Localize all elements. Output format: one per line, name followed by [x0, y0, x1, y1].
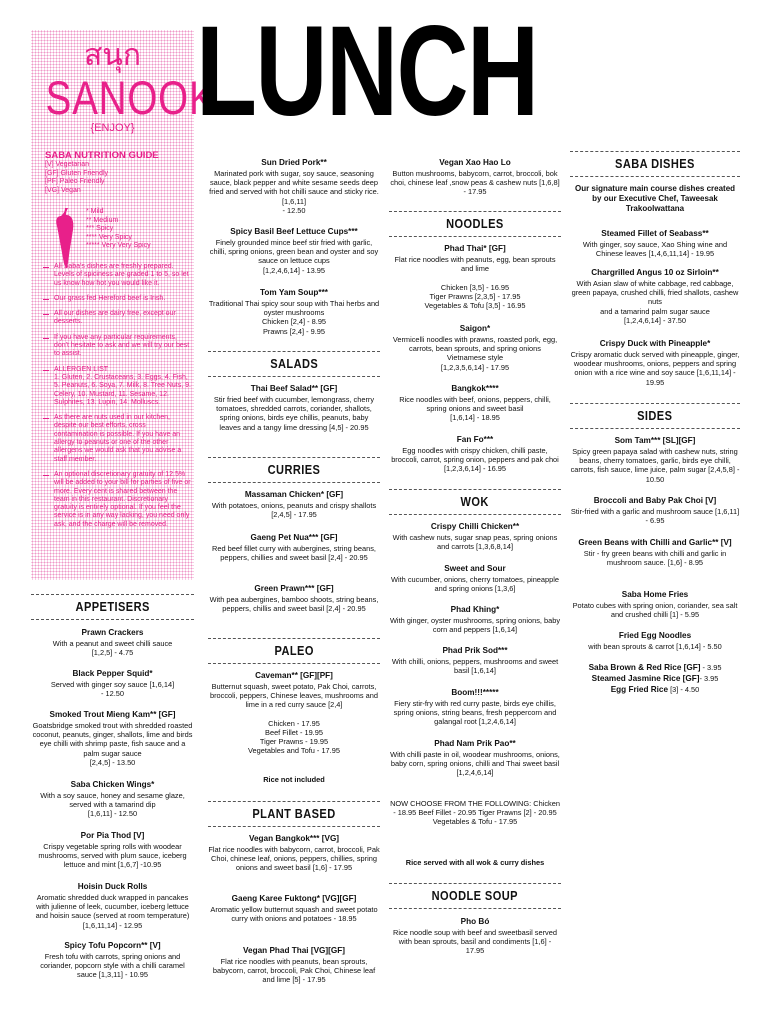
saba-dishes-intro: Our signature main course dishes created by our Executive Chef, Taweesak Trakoolwattana	[574, 184, 736, 213]
allergen-list: ALLERGEN LIST 1. Gluten, 2. Crustaceans, 3. Eggs, 4. Fish, 5. Peanuts, 6. Soya, 7. Milk, 8. Tree Nuts, 9. Celery, 10. Mustard, 11. Sesame, 12. Sulphites, 13. Lupin, 14. Molluscs.	[43, 366, 191, 407]
menu-item: Vegan Phad Thai [VG][GF] Flat rice noodles with peanuts, bean sprouts, babycorn, carrot, broccoli, Pak Choi, Chinese leaf and lime [5] - 17.95	[212, 946, 376, 985]
column-2	[208, 0, 380, 1024]
spice-level: ***** Very Very Spicy	[86, 242, 151, 249]
menu-item: Phad Nam Prik Pao** With chilli paste in oil, woodear mushrooms, onions, baby corn, spring onions, chilli and Thai sweet basil [1,2,4,6,14]	[390, 739, 560, 778]
menu-item: Broccoli and Baby Pak Choi [V] Stir-fried with a garlic and mushroom sauce [1,6,11] - 6.95	[570, 496, 740, 526]
menu-item: Vegan Xao Hao Lo Button mushrooms, babycorn, carrot, broccoli, bok choi, chinese leaf ,snow peas & cashew nuts [1,6,8] - 17.95	[390, 158, 560, 197]
rice-note: Rice served with all wok & curry dishes	[405, 858, 545, 867]
menu-item: Spicy Basil Beef Lettuce Cups*** Finely grounded mince beef stir fried with garlic, chilli, spring onions, green bean and oyster and soy sauce on lettuce cups [1,2,4,6,14] - 13.95	[209, 227, 379, 275]
rice-item: Steamed Jasmine Rice [GF]- 3.95	[591, 674, 719, 683]
menu-item: Por Pia Thod [V] Crispy vegetable spring rolls with woodear mushrooms, served with plum sauce, iceberg lettuce and mint [1,6,7] -10.95	[38, 831, 187, 870]
menu-item: Bangkok**** Rice noodles with beef, onions, peppers, chilli, spring onions and sweet basil [1,6,14] - 18.95	[399, 384, 551, 423]
brand-thai-logo: สนุก	[84, 38, 141, 73]
menu-item: Som Tam*** [SL][GF] Spicy green papaya salad with cashew nuts, string beans, cherry tomatoes, garlic, birds eye chilli, carrots, fish sauce, lime juice, palm sugar [2,4,5,8] - 10.50	[570, 436, 740, 484]
section-header-curries: CURRIES	[208, 457, 380, 483]
section-header-salads: SALADS	[208, 351, 380, 377]
legend-item: [VG] Vegan	[45, 186, 81, 194]
menu-item: Vegan Bangkok*** [VG] Flat rice noodles with babycorn, carrot, broccoli, Pak Choi, chinese leaf, onions, peppers, chillies, spring onions and sweet basil [1,6] - 17.95	[208, 834, 380, 873]
legend-item: [V] Vegetarian	[45, 161, 89, 168]
spice-level: * Mild	[86, 208, 104, 215]
guide-note: All our dishes are dairy free, except our desserts.	[43, 310, 191, 327]
menu-item: Smoked Trout Mieng Kam** [GF] Goatsbridge smoked trout with shredded roasted coconut, peanuts, ginger, shallots, lime and birds eye chilli with shrimp paste, fish sauce and a palm sugar sauce [2,4,5] - 13.50	[32, 710, 193, 767]
brand-tagline: {ENJOY}	[90, 122, 135, 134]
column-4	[570, 0, 740, 1024]
menu-item: Hoisin Duck Rolls Aromatic shredded duck wrapped in pancakes with julienne of leek, cucumber, iceberg lettuce and hoisin sauce (served at room temperature) [1,6,11,14] - 12.95	[35, 882, 190, 930]
menu-item: Crispy Duck with Pineapple* Crispy aromatic duck served with pineapple, ginger, woodear mushrooms, onions, peppers and spring onion with a rice wine and soy sauce [1,6,11,14] - 19.95	[570, 339, 740, 387]
section-header-noodle-soup: NOODLE SOUP	[389, 883, 561, 909]
section-header-saba-dishes: SABA DISHES	[570, 151, 740, 177]
menu-item: Prawn Crackers With a peanut and sweet chilli sauce [1,2,5] - 4.75	[52, 628, 173, 658]
paleo-note: Rice not included	[263, 775, 325, 784]
menu-item: Green Beans with Chilli and Garlic** [V] Stir - fry green beans with chilli and garlic in mushroom sauce. [1,6] - 8.95	[578, 538, 732, 568]
section-header-plant-based: PLANT BASED	[208, 801, 380, 827]
section-header-noodles: NOODLES	[389, 211, 561, 237]
menu-item: Steamed Fillet of Seabass** With ginger, soy sauce, Xao Shing wine and Chinese leaves [1,4,6,11,14] - 19.95	[582, 229, 728, 259]
legend-item: [PF] Paleo Friendly	[45, 178, 105, 185]
menu-item: Phad Thai* [GF] Flat rice noodles with peanuts, egg, bean sprouts and lime Chicken [3,5] - 16.95 Tiger Prawns [2,3,5] - 17.95 Vegetables & Tofu [3,5] - 16.95	[394, 244, 556, 311]
guide-note: Our grass fed Hereford beef is Irish.	[43, 295, 191, 303]
menu-item: Gaeng Karee Fuktong* [VG][GF] Aromatic yellow butternut squash and sweet potato curry with onions and potatoes - 18.95	[210, 894, 378, 924]
menu-item: Fan Fo*** Egg noodles with crispy chicken, chilli paste, broccoli, carrot, spring onion, peppers and pak choi [1,2,3,6,14] - 16.95	[391, 435, 559, 474]
menu-item: Phad Prik Sod*** With chilli, onions, peppers, mushrooms and sweet basil [1,6,14]	[391, 646, 559, 676]
menu-item: Phad Khing* With ginger, oyster mushrooms, spring onions, baby corn and peppers [1,6,14]	[389, 605, 561, 635]
menu-item: Crispy Chilli Chicken** With cashew nuts, sugar snap peas, spring onions and carrots [1,3,6,8,14]	[392, 522, 558, 552]
menu-item: Saba Chicken Wings* With a soy sauce, honey and sesame glaze, served with a tamarind dip [1,6,11] - 12.50	[40, 780, 185, 819]
menu-item: Pho Bó Rice noodle soup with beef and sweetbasil served with bean sprouts, basil and condiments [1,6] - 17.95	[393, 917, 557, 956]
section-header-wok: WOK	[389, 489, 561, 515]
legend-item: [GF] Gluten Friendly	[45, 169, 109, 177]
menu-item: Gaeng Pet Nua*** [GF] Red beef fillet curry with aubergines, string beans, peppers, chillies and sweet basil [2,4] - 20.95	[212, 533, 376, 563]
menu-item: Chargrilled Angus 10 oz Sirloin** With Asian slaw of white cabbage, red cabbage, green papaya, crushed chilli, fried shallots, cashew nuts and a tamarind palm sugar sauce [1,2,4,6,14] - 37.50	[571, 268, 739, 325]
spice-level: ** Medium	[86, 216, 119, 224]
column-appetisers	[31, 0, 216, 1024]
menu-item: Sweet and Sour With cucumber, onions, cherry tomatoes, pineapple and spring onions [1,3,6]	[390, 564, 560, 594]
guide-note: An optional discretionary gratuity of 12.5% will be added to your bill for parties of five or more. Every cent is shared between the team in this restaurant. Discretionary gratuity is entirely optional. If you feel the service is in any way lacking, you need only ask, and the charge will be removed.	[43, 471, 191, 529]
rice-item: Egg Fried Rice [3] - 4.50	[610, 685, 700, 694]
menu-item: Tom Yam Soup*** Traditional Thai spicy sour soup with Thai herbs and oyster mushrooms Chicken [2,4] - 8.95 Prawns [2,4] - 9.95	[208, 288, 380, 336]
menu-item: Fried Egg Noodles with bean sprouts & carrot [1,6,14] - 5.50	[588, 631, 722, 651]
menu-item: Boom!!!***** Fiery stir-fry with red curry paste, birds eye chillis, spring onions, string beans, fresh peppercorn and galangal root [1,2,4,6,14]	[393, 688, 557, 727]
menu-item: Green Prawn*** [GF] With pea aubergines, bamboo shoots, string beans, peppers, chillis and sweet basil [2,4] - 20.95	[209, 584, 379, 614]
protein-choices: NOW CHOOSE FROM THE FOLLOWING: Chicken - 18.95 Beef Fillet - 20.95 Tiger Prawns [2] - 20.95 Vegetables & Tofu - 17.95	[390, 799, 560, 827]
menu-item: Thai Beef Salad** [GF] Stir fried beef with cucumber, lemongrass, cherry tomatoes, shredded carrots, coriander, shallots, spring onions, birds eye chillis, peanuts, baby leaves and a tangy lime dressing [4,5] - 20.95	[213, 384, 375, 432]
menu-item: Saba Home Fries Potato cubes with spring onion, coriander, sea salt and crushed chilli [1] - 5.95	[572, 590, 738, 620]
column-3	[389, 0, 561, 1024]
menu-item: Caveman** [GF][PF] Butternut squash, sweet potato, Pak Choi, carrots, broccoli, peppers, Chinese leaves, mushrooms and lime in a red curry sauce [2,4] Chicken - 17.95 Beef Fillet - 19.95 Tiger Prawns - 19.95 Vegetables and Tofu - 17.95	[209, 671, 379, 756]
rice-item: Saba Brown & Red Rice [GF] - 3.95	[588, 663, 722, 672]
section-header-paleo: PALEO	[208, 638, 380, 664]
menu-item: Saigon* Vermicelli noodles with prawns, roasted pork, egg, carrots, bean sprouts, and spring onions Vietnamese style [1,2,3,5,6,14] - 17.95	[392, 324, 558, 372]
menu-item: Sun Dried Pork** Marinated pork with sugar, soy sauce, seasoning sauce, black pepper and white sesame seeds deep fried and served with hot chilli sauce and sticky rice. [1,6,11] - 12.50	[209, 158, 379, 215]
menu-item: Black Pepper Squid* Served with ginger soy sauce [1,6,14] - 12.50	[50, 669, 175, 699]
menu-item: Spicy Tofu Popcorn** [V] Fresh tofu with carrots, spring onions and coriander, popcorn style with a chilli caramel sauce [1,3,11] - 10.95	[40, 941, 185, 980]
guide-note: All Saba's dishes are freshly prepared. Levels of spiciness are graded 1 to 5, so let us know how hot you would like it.	[43, 263, 191, 288]
section-header-sides: SIDES	[570, 403, 740, 429]
brand-name: SANOOK	[45, 71, 216, 124]
spice-level: *** Spicy	[86, 225, 114, 232]
guide-note: As there are nuts used in our kitchen, despite our best efforts, cross contamination is possible. If you have an allergy to peanuts or one of the other allergens we would ask that you advise a staff member.	[43, 414, 191, 464]
nutrition-guide-title: SABA NUTRITION GUIDE	[45, 150, 159, 161]
guide-note: If you have any particular requirements, don't hesitate to ask and we will try our best to assist.	[43, 334, 191, 359]
section-header-appetisers: APPETISERS	[31, 594, 194, 620]
spice-level: **** Very Spicy	[86, 233, 132, 241]
menu-item: Massaman Chicken* [GF] With potatoes, onions, peanuts and crispy shallots [2,4,5] - 17.95	[211, 490, 377, 520]
page-title: LUNCH	[196, 0, 538, 143]
